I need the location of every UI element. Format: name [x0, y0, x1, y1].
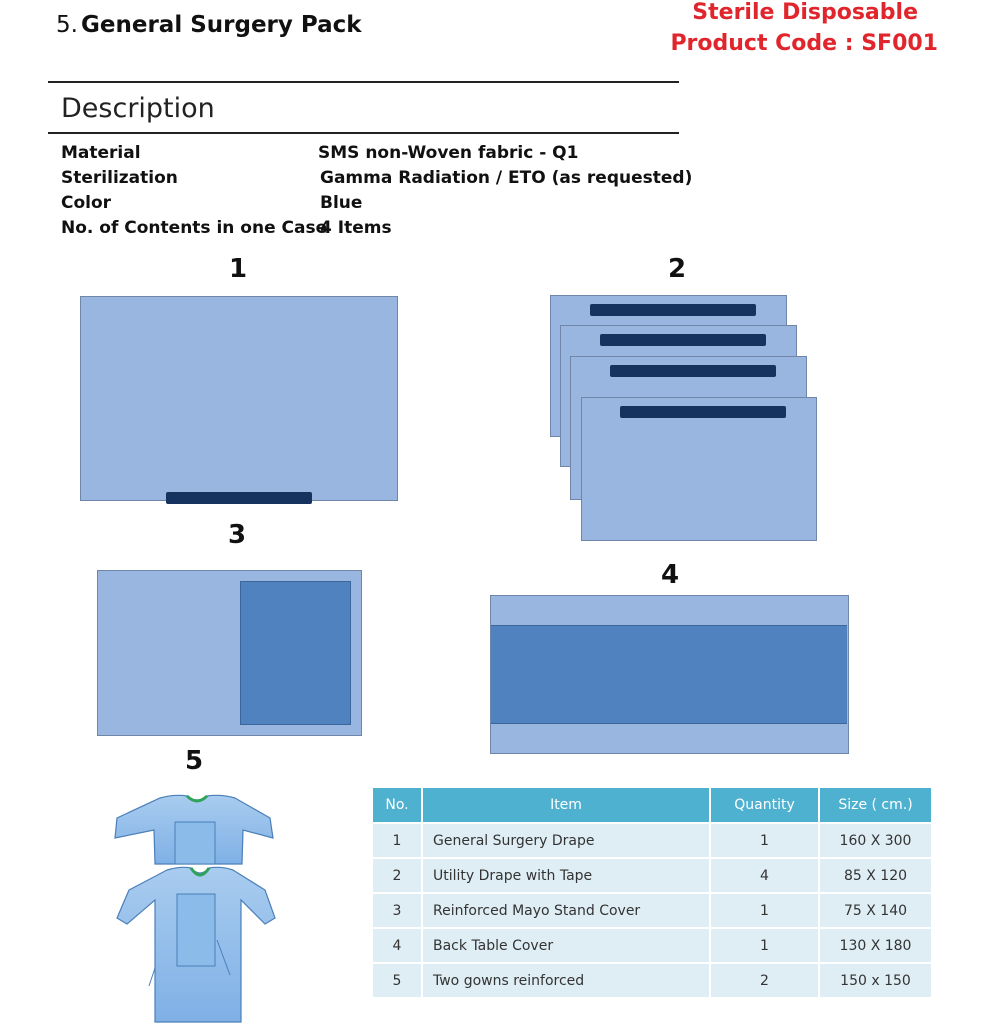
table-row [373, 894, 931, 927]
spec-label-material: Material [61, 143, 141, 163]
spec-label-contents: No. of Contents in one Case [61, 218, 328, 238]
drape-tape-strip [166, 492, 312, 504]
cell-quantity: 1 [711, 894, 818, 927]
col-header-item: Item [423, 788, 709, 822]
cell-size: 150 x 150 [820, 964, 931, 997]
mayo-reinforcement-panel [240, 581, 351, 725]
description-heading: Description [61, 93, 215, 124]
cell-size: 75 X 140 [820, 894, 931, 927]
utility-drape-tape-4 [620, 406, 786, 418]
cell-item: Two gowns reinforced [423, 964, 709, 997]
cell-no: 3 [373, 894, 421, 927]
cell-item: Back Table Cover [423, 929, 709, 962]
section-number: 5. [56, 12, 78, 38]
cell-quantity: 1 [711, 824, 818, 857]
figure-label-4: 4 [661, 560, 680, 590]
contents-table [371, 786, 933, 999]
table-header-row [373, 788, 931, 822]
cell-item: General Surgery Drape [423, 824, 709, 857]
cell-no: 4 [373, 929, 421, 962]
cell-no: 2 [373, 859, 421, 892]
utility-drape-tape-1 [590, 304, 756, 316]
top-divider [48, 81, 679, 83]
spec-value-material: SMS non-Woven fabric - Q1 [318, 143, 579, 163]
figure-label-3: 3 [228, 520, 247, 550]
table-row [373, 859, 931, 892]
cell-size: 130 X 180 [820, 929, 931, 962]
table-row [373, 929, 931, 962]
surgical-gowns-illustration [105, 790, 290, 1024]
spec-label-color: Color [61, 193, 112, 213]
spec-value-sterilization: Gamma Radiation / ETO (as requested) [320, 168, 693, 188]
utility-drape-tape-3 [610, 365, 776, 377]
utility-drape-tape-2 [600, 334, 766, 346]
page-title: General Surgery Pack [81, 12, 362, 38]
cell-quantity: 1 [711, 929, 818, 962]
spec-label-sterilization: Sterilization [61, 168, 178, 188]
cell-size: 85 X 120 [820, 859, 931, 892]
col-header-no: No. [373, 788, 421, 822]
back-table-reinforcement-band [491, 625, 847, 724]
description-divider [48, 132, 679, 134]
col-header-quantity: Quantity [711, 788, 818, 822]
cell-item: Utility Drape with Tape [423, 859, 709, 892]
cell-quantity: 2 [711, 964, 818, 997]
table-row [373, 964, 931, 997]
figure-label-5: 5 [185, 746, 204, 776]
sterile-label: Sterile Disposable [692, 0, 918, 25]
figure-label-1: 1 [229, 254, 248, 284]
utility-drape-sheet-4 [581, 397, 817, 541]
cell-quantity: 4 [711, 859, 818, 892]
col-header-size: Size ( cm.) [820, 788, 931, 822]
product-code: Product Code : SF001 [670, 31, 938, 56]
spec-value-color: Blue [320, 193, 363, 213]
cell-no: 5 [373, 964, 421, 997]
table-row [373, 824, 931, 857]
cell-item: Reinforced Mayo Stand Cover [423, 894, 709, 927]
cell-size: 160 X 300 [820, 824, 931, 857]
surgery-drape-illustration [80, 296, 398, 501]
spec-value-contents: 4 Items [320, 218, 392, 238]
figure-label-2: 2 [668, 254, 687, 284]
cell-no: 1 [373, 824, 421, 857]
